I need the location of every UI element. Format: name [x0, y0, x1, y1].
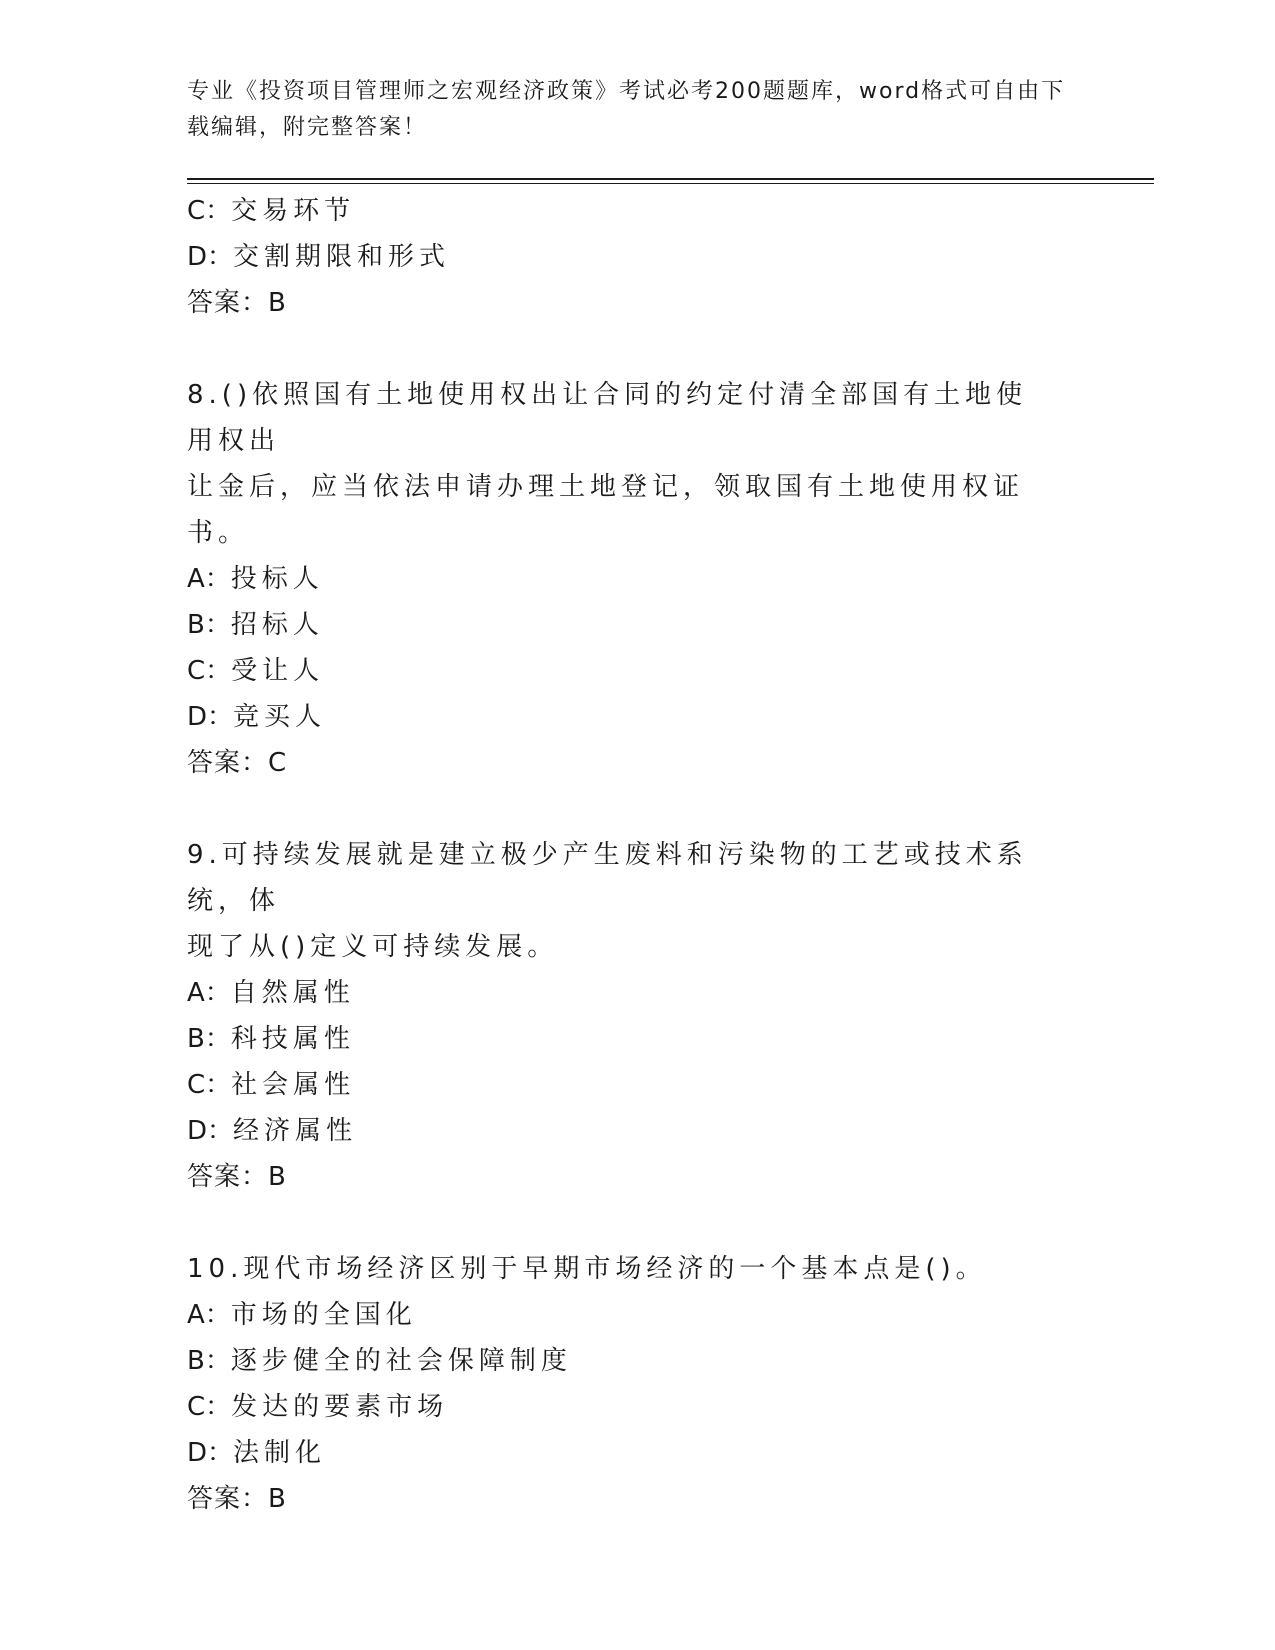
option-d: D：交割期限和形式 [187, 242, 451, 272]
option-b: B：科技属性 [187, 1024, 355, 1054]
option-c: C：受让人 [187, 656, 325, 686]
question-list [187, 188, 1087, 1522]
option-a: A：投标人 [187, 564, 324, 594]
answer-line: 答案：B [187, 288, 287, 318]
question-stem: 9.可持续发展就是建立极少产生废料和污染物的工艺或技术系统，体 现了从()定义可持续发展。 [187, 840, 1028, 962]
option-b: B：招标人 [187, 610, 324, 640]
option-c: C：社会属性 [187, 1070, 356, 1100]
option-a: A：市场的全国化 [187, 1300, 417, 1330]
option-a: A：自然属性 [187, 978, 355, 1008]
option-d: D：经济属性 [187, 1116, 358, 1146]
spacer [187, 786, 1087, 832]
question-stem: 8.()依照国有土地使用权出让合同的约定付清全部国有土地使用权出 让金后，应当依法申请办理土地登记，领取国有土地使用权证书。 [187, 380, 1028, 548]
spacer [187, 326, 1087, 372]
option-c: C：交易环节 [187, 196, 356, 226]
answer-line: 答案：B [187, 1484, 287, 1514]
header-rule-thick [187, 178, 1154, 180]
option-c: C：发达的要素市场 [187, 1392, 449, 1422]
option-d: D：法制化 [187, 1438, 327, 1468]
option-b: B：逐步健全的社会保障制度 [187, 1346, 572, 1376]
document-header: 专业《投资项目管理师之宏观经济政策》考试必考200题题库，word格式可自由下载编辑，附完整答案！ [187, 79, 1066, 140]
header-rule-thin [187, 183, 1154, 184]
answer-line: 答案：B [187, 1162, 287, 1192]
answer-line: 答案：C [187, 748, 288, 778]
spacer [187, 1200, 1087, 1246]
question-stem: 10.现代市场经济区别于早期市场经济的一个基本点是()。 [187, 1254, 987, 1284]
option-d: D：竞买人 [187, 702, 327, 732]
